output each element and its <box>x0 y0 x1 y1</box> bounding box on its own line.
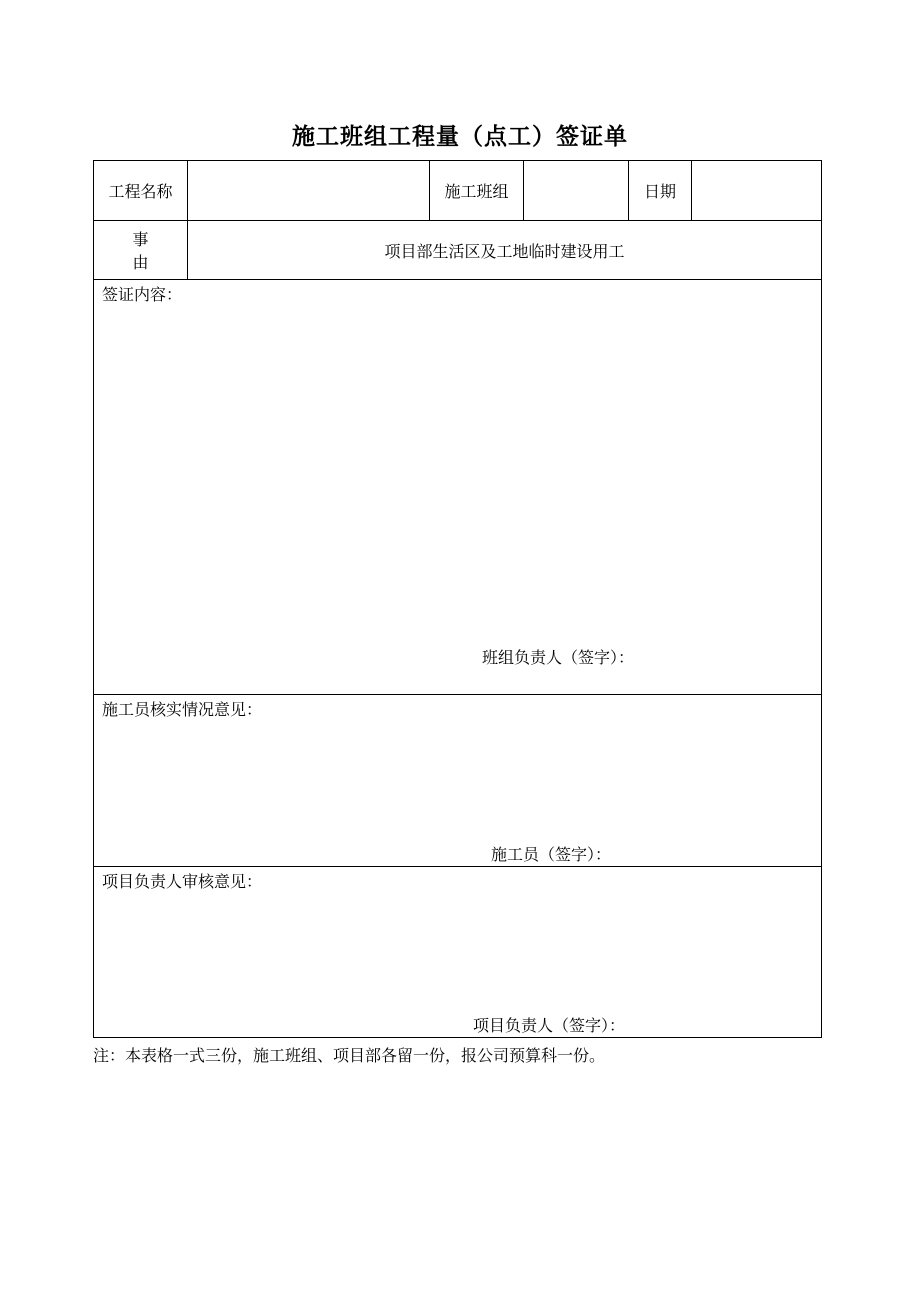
supervisor-row <box>94 695 822 867</box>
supervisor-block[interactable] <box>94 695 822 867</box>
content-row <box>94 280 822 695</box>
supervisor-heading: 施工员核实情况意见： <box>102 700 263 719</box>
date-label: 日期 <box>629 161 692 221</box>
content-block[interactable] <box>94 280 822 695</box>
reason-field[interactable]: 项目部生活区及工地临时建设用工 <box>188 221 822 280</box>
document-title: 施工班组工程量（点工）签证单 <box>292 123 628 150</box>
reason-label: 事由 <box>94 221 188 280</box>
header-row <box>94 161 822 221</box>
reason-row <box>94 221 822 280</box>
project-name-field[interactable] <box>188 161 430 221</box>
manager-signature-label: 项目负责人（签字）： <box>473 1016 626 1035</box>
date-field[interactable] <box>692 161 822 221</box>
manager-heading: 项目负责人审核意见： <box>102 872 263 891</box>
manager-block[interactable] <box>94 867 822 1038</box>
crew-leader-signature-label: 班组负责人（签字）： <box>482 648 635 667</box>
crew-label: 施工班组 <box>430 161 524 221</box>
footnote: 注：本表格一式三份，施工班组、项目部各留一份，报公司预算科一份。 <box>93 1046 606 1065</box>
crew-field[interactable] <box>524 161 629 221</box>
content-heading: 签证内容： <box>102 285 183 304</box>
project-name-label: 工程名称 <box>94 161 188 221</box>
manager-row <box>94 867 822 1038</box>
visa-form-table <box>93 160 822 1038</box>
supervisor-signature-label: 施工员（签字）： <box>491 845 612 864</box>
